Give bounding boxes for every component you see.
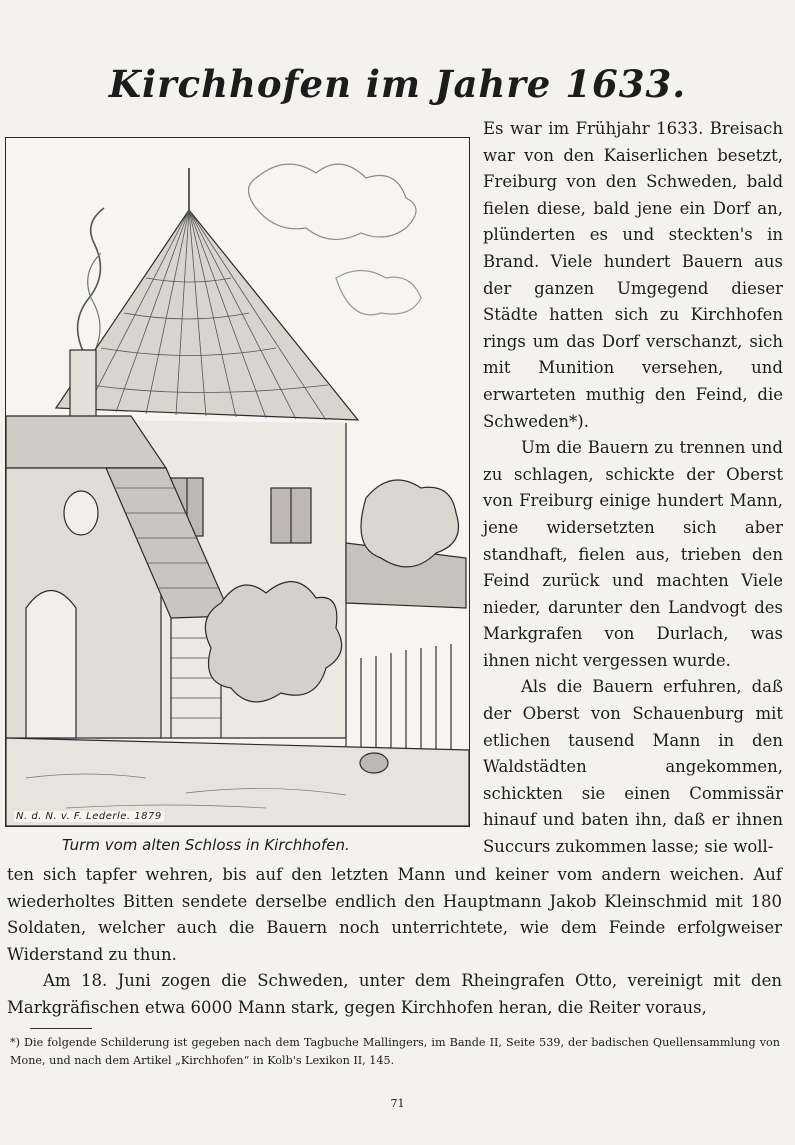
page-number: 71 bbox=[390, 1097, 405, 1110]
paragraph-2: Um die Bauern zu trennen und zu schlagen, schickte der Oberst von Freiburg einige hundert Mann, jene widersetzten sich aber standhaft, fielen aus, trieben den Feind zurück und machten Viele nieder, darunter den Landvogt des Markgrafen von Durlach, was ihnen nicht vergessen wurde. bbox=[483, 438, 783, 670]
paragraph-3: Als die Bauern erfuhren, daß der Oberst von Schauenburg mit etlichen tausend Mann in den Waldstädten angekommen, schickten sie einen Commissär hinauf und baten ihn, daß er ihnen Succurs zukommen lasse; sie woll- bbox=[483, 677, 783, 857]
right-column-text bbox=[483, 116, 783, 861]
figure-caption: Turm vom alten Schloss in Kirchhofen. bbox=[62, 836, 350, 854]
illustration-tower bbox=[5, 137, 470, 827]
tower-drawing bbox=[6, 138, 469, 826]
paragraph-4: Am 18. Juni zogen die Schweden, unter dem Rheingrafen Otto, vereinigt mit den Markgräfischen etwa 6000 Mann stark, gegen Kirchhofen heran, die Reiter voraus, bbox=[7, 971, 782, 1017]
footnote: *) Die folgende Schilderung ist gegeben nach dem Tagbuche Mallingers, im Bande II, Seite 539, der badischen Quellensammlung von Mone, und nach dem Artikel „Kirchhofen“ in Kolb's Lexikon II, 145. bbox=[10, 1036, 780, 1067]
paragraph-continued: ten sich tapfer wehren, bis auf den letzten Mann und keiner vom andern weichen. Auf wiederholtes Bitten sendete derselbe endlich den Hauptmann Jakob Kleinschmid mit 180 Soldaten, welcher auch die Bauern noch unterrichtete, wie dem Feinde erfolgweiser Widerstand zu thun. bbox=[7, 865, 782, 964]
paragraph-1: Es war im Frühjahr 1633. Breisach war von den Kaiserlichen besetzt, Freiburg von den Schweden, bald fielen diese, bald jene ein Dorf an, plünderten es und steckten's in Brand. Viele hundert Bauern aus der ganzen Umgegend dieser Städte hatten sich zu Kirchhofen rings um das Dorf verschanzt, sich mit Munition versehen, und erwarteten muthig den Feind, die Schweden*). bbox=[483, 119, 783, 431]
full-width-text bbox=[7, 862, 782, 1022]
artist-signature: N. d. N. v. F. Lederle. 1879 bbox=[16, 811, 162, 822]
page-title: Kirchhofen im Jahre 1633. bbox=[108, 62, 687, 106]
footnote-divider bbox=[30, 1028, 92, 1029]
